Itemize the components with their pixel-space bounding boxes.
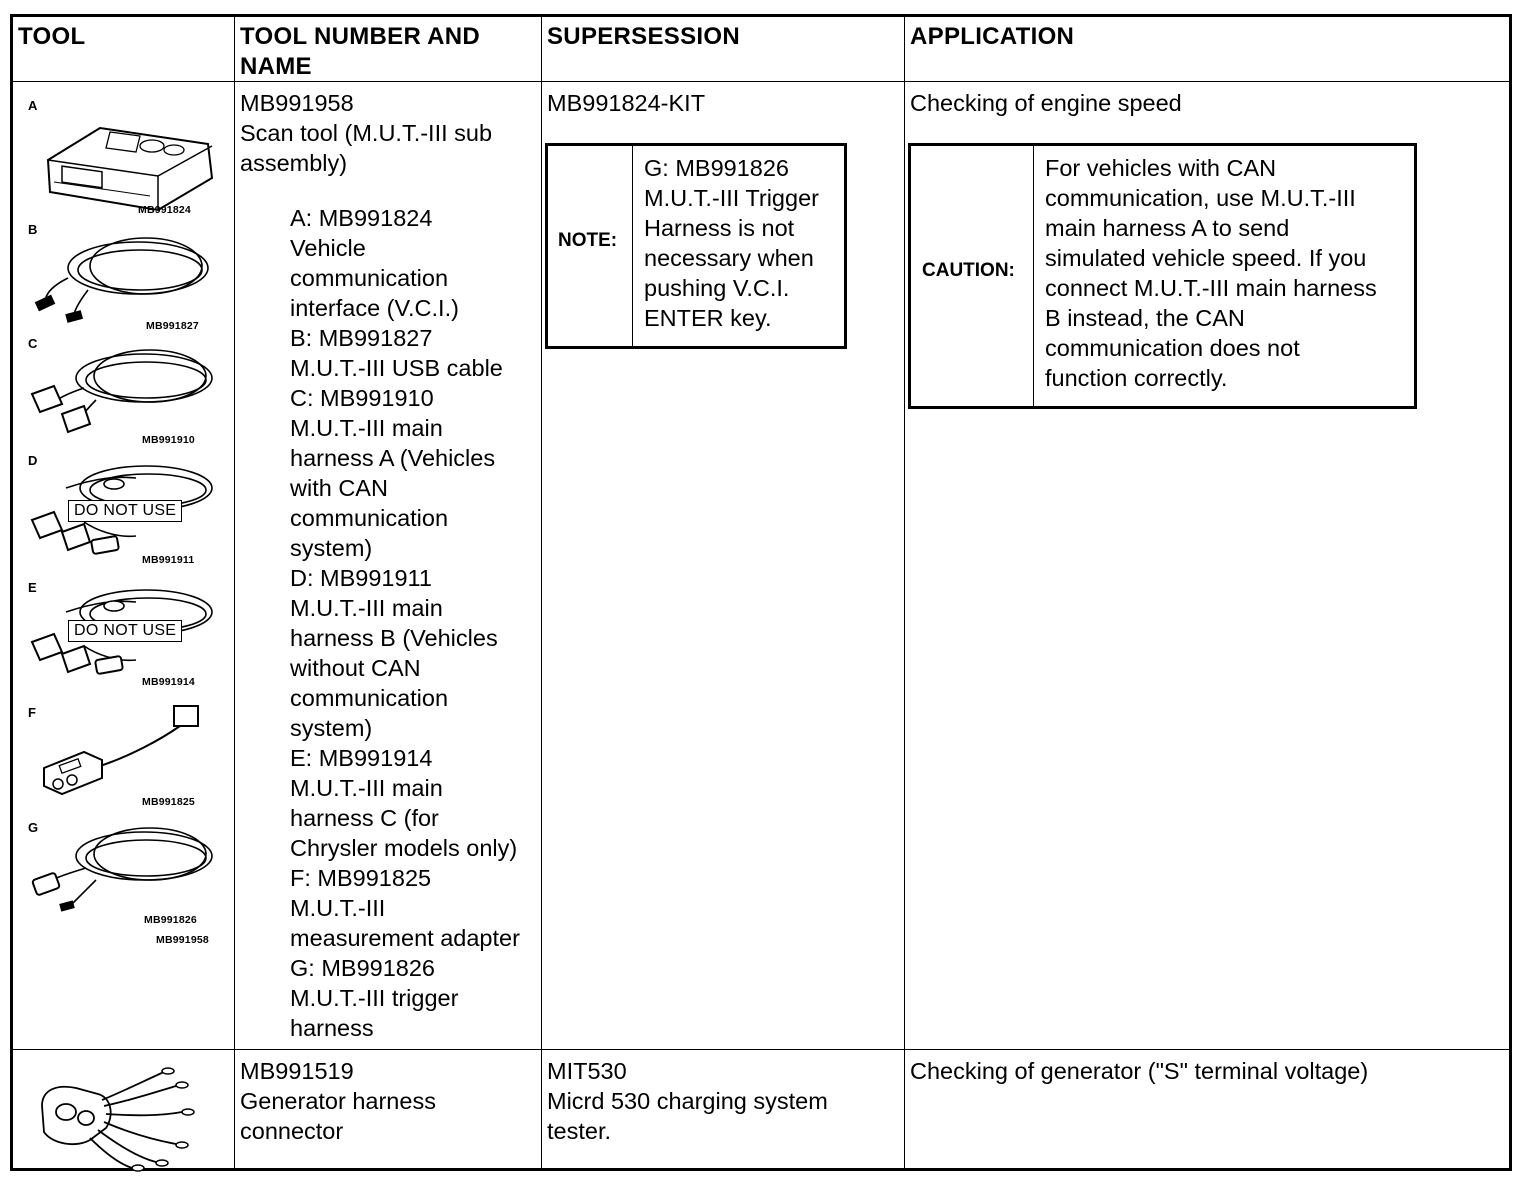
main-harness-icon [26,344,216,434]
text-line: communication [290,505,449,531]
note-label: NOTE: [558,230,618,251]
text-line: M.U.T.-III main [290,775,443,801]
text-line: M.U.T.-III main [290,595,443,621]
do-not-use-label: DO NOT USE [68,500,182,522]
text-line: connector [240,1118,344,1144]
supersession-value [547,1056,828,1146]
text-line: B instead, the CAN [1045,305,1245,331]
text-line: M.U.T.-III Trigger [644,185,819,211]
generator-harness-connector-icon [36,1060,206,1170]
component-list [290,203,520,1043]
text-line: C: MB991910 [290,385,434,411]
part-number-label: MB991914 [142,676,195,688]
text-line: simulated vehicle speed. If you [1045,245,1367,271]
text-line: without CAN [290,655,421,681]
note-divider [632,146,633,346]
part-number-label: MB991910 [142,434,195,446]
do-not-use-label: DO NOT USE [68,620,182,642]
caution-text [1045,153,1377,393]
header-line: TOOL NUMBER AND [240,23,481,50]
text-line: B: MB991827 [290,325,433,351]
text-line: Scan tool (M.U.T.-III sub [240,120,493,146]
text-line: interface (V.C.I.) [290,295,459,321]
tool-number: MB991958 [240,90,354,116]
text-line: pushing V.C.I. [644,275,790,301]
text-line: Vehicle [290,235,366,261]
text-line: M.U.T.-III trigger [290,985,459,1011]
header-application: APPLICATION [910,23,1075,50]
header-supersession: SUPERSESSION [547,23,740,50]
text-line: communication [290,265,449,291]
header-tool: TOOL [18,23,86,50]
tool-letter: B [28,222,38,237]
text-line: function correctly. [1045,365,1228,391]
part-number-label: MB991826 [144,914,197,926]
text-line: assembly) [240,150,348,176]
text-line: harness A (Vehicles [290,445,496,471]
text-line: harness C (for [290,805,439,831]
tool-name [240,1086,436,1146]
text-line: measurement adapter [290,925,520,951]
text-line: harness B (Vehicles [290,625,498,651]
tool-letter: E [28,580,37,595]
text-line: system) [290,715,373,741]
application-value: Checking of generator ("S" terminal voltage) [910,1058,1369,1084]
text-line: A: MB991824 [290,205,433,231]
supersession-value: MB991824-KIT [547,90,706,116]
tool-name [240,118,492,178]
text-line: system) [290,535,373,561]
caution-divider [1033,146,1034,406]
text-line: main harness A to send [1045,215,1290,241]
text-line: Harness is not [644,215,795,241]
part-number-label: MB991824 [138,204,191,216]
tool-letter: F [28,705,36,720]
note-box [545,143,847,349]
text-line: MIT530 [547,1058,627,1084]
text-line: with CAN [290,475,388,501]
caution-label: CAUTION: [922,260,1015,281]
kit-number-label: MB991958 [156,934,209,946]
text-line: M.U.T.-III main [290,415,443,441]
text-line: G: MB991826 [290,955,436,981]
header-tool-number-name [240,22,480,82]
text-line: M.U.T.-III [290,895,386,921]
column-divider [541,17,542,1168]
usb-cable-icon [28,228,218,323]
part-number-label: MB991827 [146,320,199,332]
row-divider [13,81,1509,82]
text-line: Micrd 530 charging system [547,1088,828,1114]
trigger-harness-icon [26,824,216,914]
tool-letter: A [28,98,38,113]
tool-letter: C [28,336,38,351]
text-line: communication [290,685,449,711]
text-line: M.U.T.-III USB cable [290,355,503,381]
tool-number: MB991519 [240,1058,354,1084]
text-line: Generator harness [240,1088,436,1114]
caution-box [908,143,1417,409]
part-number-label: MB991911 [142,554,195,566]
text-line: communication does not [1045,335,1300,361]
note-text [644,153,819,333]
text-line: necessary when [644,245,814,271]
scan-tool-unit-icon [40,108,220,208]
tool-letter: D [28,453,38,468]
text-line: ENTER key. [644,305,772,331]
tool-letter: G [28,820,39,835]
text-line: harness [290,1015,374,1041]
row-divider [13,1049,1509,1050]
measurement-adapter-icon [40,700,210,800]
column-divider [234,17,235,1168]
header-line: NAME [240,53,312,80]
text-line: D: MB991911 [290,565,432,591]
text-line: communication, use M.U.T.-III [1045,185,1356,211]
application-value: Checking of engine speed [910,90,1182,116]
text-line: E: MB991914 [290,745,433,771]
text-line: F: MB991825 [290,865,432,891]
text-line: For vehicles with CAN [1045,155,1277,181]
text-line: tester. [547,1118,612,1144]
text-line: Chrysler models only) [290,835,518,861]
column-divider [904,17,905,1168]
part-number-label: MB991825 [142,796,195,808]
text-line: G: MB991826 [644,155,790,181]
text-line: connect M.U.T.-III main harness [1045,275,1377,301]
